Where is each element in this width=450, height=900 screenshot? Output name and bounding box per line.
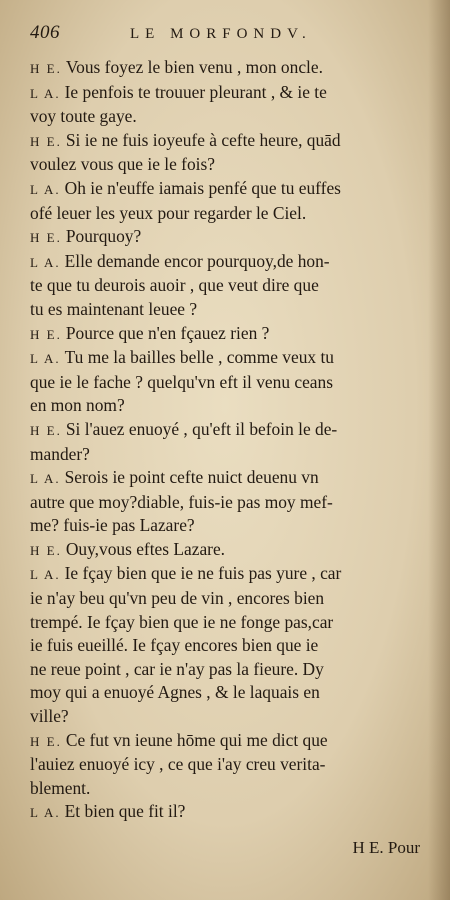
line-text: ie n'ay beu qu'vn peu de vin , encores bien (30, 588, 325, 609)
line-text: Pourquoy? (65, 226, 142, 247)
dialogue-text (30, 56, 424, 825)
speaker-label: H E. (30, 133, 62, 149)
line-text: ofé leuer les yeux pour regarder le Ciel. (30, 202, 307, 223)
speaker-label: H E. (30, 61, 62, 76)
text-line (30, 177, 424, 202)
line-text: Serois ie point cefte nuict deuenu vn (64, 467, 319, 488)
text-line (30, 514, 424, 538)
page-number: 406 (30, 22, 60, 43)
speaker-label: H E. (30, 542, 62, 558)
line-text: Ie penfois te trouuer pleurant , & ie te (64, 81, 327, 102)
line-text: autre que moy?diable, fuis-ie pas moy mef- (30, 491, 333, 512)
line-text: Pource que n'en fçauez rien ? (65, 322, 270, 343)
text-line (30, 681, 424, 705)
text-line (30, 371, 424, 395)
text-line (30, 443, 424, 467)
line-text: Oh ie n'euffe iamais penfé que tu euffes (64, 177, 341, 198)
speaker-label: L A. (30, 805, 61, 821)
text-line (30, 800, 424, 825)
line-text: Si ie ne fuis ioyeufe à cefte heure, quād (65, 129, 341, 150)
text-line (30, 658, 424, 682)
speaker-label: L A. (30, 254, 61, 270)
page-edge-shadow (428, 0, 450, 900)
text-line (30, 129, 424, 154)
text-line (30, 394, 424, 418)
text-line (30, 562, 424, 587)
line-text: tu es maintenant leuee ? (30, 298, 198, 319)
text-line (30, 153, 424, 177)
text-line (30, 777, 424, 801)
text-line (30, 705, 424, 729)
speaker-label: H E. (30, 326, 62, 342)
text-line (30, 491, 424, 515)
catchword: H E. Pour (352, 838, 420, 857)
text-line (30, 611, 424, 635)
line-text: que ie le fache ? quelqu'vn eft il venu ceans (30, 371, 333, 392)
text-line (30, 274, 424, 298)
text-line (30, 56, 424, 81)
speaker-label: H E. (30, 733, 62, 749)
text-line (30, 729, 424, 754)
text-line (30, 634, 424, 658)
line-text: voy toute gaye. (30, 106, 137, 127)
running-title: LE MORFONDV. (130, 26, 312, 42)
speaker-label: H E. (30, 422, 62, 438)
text-line (30, 81, 424, 106)
line-text: Et bien que fit il? (64, 801, 186, 822)
text-line (30, 418, 424, 443)
line-text: ne reue point , car ie n'ay pas la fieure. Dy (30, 658, 324, 679)
text-line (30, 225, 424, 250)
text-line (30, 250, 424, 275)
line-text: voulez vous que ie le fois? (30, 154, 215, 175)
line-text: l'auiez enuoyé icy , ce que i'ay creu verita- (30, 754, 326, 775)
line-text: blement. (30, 777, 91, 798)
speaker-label: L A. (30, 351, 61, 367)
text-line (30, 322, 424, 347)
speaker-label: L A. (30, 85, 61, 101)
page-header (30, 22, 424, 56)
line-text: trempé. Ie fçay bien que ie ne fonge pas,car (30, 611, 334, 632)
line-text: en mon nom? (30, 395, 125, 416)
line-text: Tu me la bailles belle , comme veux tu (64, 347, 334, 368)
text-line (30, 753, 424, 777)
text-line (30, 202, 424, 226)
text-line (30, 298, 424, 322)
speaker-label: H E. (30, 230, 62, 246)
text-line (30, 587, 424, 611)
line-text: Ouy,vous eftes Lazare. (65, 538, 226, 559)
speaker-label: L A. (30, 567, 61, 583)
line-text: ie fuis eueillé. Ie fçay encores bien que ie (30, 635, 319, 656)
line-text: Elle demande encor pourquoy,de hon- (64, 250, 330, 271)
line-text: Ce fut vn ieune hōme qui me dict que (65, 729, 328, 750)
text-line (30, 538, 424, 563)
text-line (30, 105, 424, 129)
text-line (30, 466, 424, 491)
line-text: te que tu deurois auoir , que veut dire que (30, 275, 319, 296)
text-line (30, 346, 424, 371)
line-text: me? fuis-ie pas Lazare? (30, 515, 195, 536)
speaker-label: L A. (30, 471, 61, 487)
speaker-label: L A. (30, 181, 61, 197)
line-text: Si l'auez enuoyé , qu'eft il befoin le de- (65, 418, 338, 439)
line-text: ville? (30, 706, 69, 727)
line-text: moy qui a enuoyé Agnes , & le laquais en (30, 682, 320, 703)
line-text: mander? (30, 443, 90, 464)
line-text: Vous foyez le bien venu , mon oncle. (65, 57, 323, 77)
line-text: Ie fçay bien que ie ne fuis pas yure , car (64, 563, 342, 584)
